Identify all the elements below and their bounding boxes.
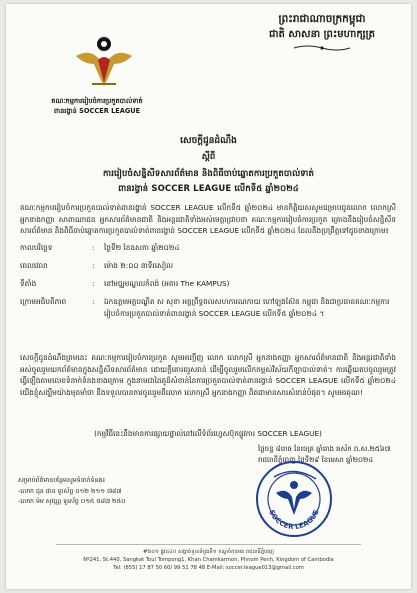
subject-text-1: ការរៀបចំសន្និសីទសារព័ត៌មាន និងពិធីចាប់ឆ្នោតការប្រកួតបាល់ទាត់ [103, 169, 314, 179]
intro-paragraph: គណៈកម្មការរៀបចំការប្រកួតបាល់ទាត់ពានរង្វាន់ SOCCER LEAGUE លើកទី៥ ឆ្នាំ២០២៤ មានកិត្តិយសសូមជម្រាបជូនលោក លោកស្រី អ្នកនាងកញ្ញា សាពាណាជន អ្នកសារព័ត៌មានជាតិ និងអន្តរជាតិទាំងអស់មេត្តាជ្រាបថា គណៈកម្មការរៀបចំការប្រកួត គ្រោងនឹងរៀបចំសន្និសីទសារព័ត៌មាន និងពិធីចាប់ឆ្នោតការប្រកួតបាល់ទាត់ពានរង្វាន់ SOCCER LEAGUE លើកទី៥ ឆ្នាំ២០២៤ ដែលនឹងប្រព្រឹត្តទៅដូចខាងក្រោម៖ [20, 203, 396, 236]
footer-contact: Tel: (855) 17 87 50 60/ 99 51 78 48 E-Mail: soccer.league013@gmail.com [113, 565, 304, 571]
org-line2: ពានរង្វាន់ SOCCER LEAGUE [53, 107, 141, 115]
detail-key: ក្រោមអធិបតីភាព [20, 297, 67, 306]
detail-value: ម៉ោង ២:០០ នាទីរសៀល [104, 261, 174, 270]
lunar-date: ថ្ងៃចន្ទ ៨រោច ខែចេត្រ ឆ្នាំរោង ឆស័ក ព.ស.២៥៦៧ [258, 445, 391, 453]
detail-row-time: ពេលវេលា : ម៉ោង ២:០០ នាទីរសៀល [20, 260, 398, 278]
contact-item: -លោក ជុន ផាន ទូរស័ព្ទ ០១២ ២១១ ៧៨៧ [18, 487, 122, 495]
event-details [20, 242, 398, 340]
org-line1: គណៈកម្មការរៀបចំការប្រកួតបាល់ទាត់ [51, 97, 143, 105]
notice-title: សេចក្តីជូនដំណឹង [180, 136, 237, 146]
notice-subject-label: ស្តីពី [201, 152, 216, 162]
footer-divider [56, 544, 361, 545]
detail-row-date: កាលបរិច្ឆេទ : ថ្ងៃទី២ ខែឧសភា ឆ្នាំ២០២៤ [20, 242, 398, 260]
footer-address-kh: #២៤១ ផ្លូវ៤៤០ សង្កាត់ទួលទំពូងទី១ ខណ្ឌចំការមន រាជធានីភ្នំពេញ [142, 549, 274, 555]
detail-value: នៅមជ្ឈមណ្ឌលកំពង់ (អគារ The KAMPUS) [104, 279, 230, 288]
footer [6, 548, 411, 572]
contact-block [18, 476, 138, 508]
official-seal-icon [254, 459, 334, 539]
subject-text-2: ពានរង្វាន់ SOCCER LEAGUE លើកទី៥ ឆ្នាំ២០២៤ [118, 184, 299, 194]
organization-name [22, 96, 172, 116]
notice-subject-line1 [6, 169, 411, 181]
detail-value: ឯកឧត្តមអគ្គបណ្ឌិត ស សុខា អគ្គព្រឹទ្ធពលសហការណកាយ ហៅឡុងស៊ែន កម្ពុជា និងជាប្រធានគណៈកម្មការរៀបចំការប្រកួតបាល់ទាត់ពានរង្វាន់ SOCCER LEAGUE លើកទី៥ ឆ្នាំ២០២៤ ។ [104, 297, 390, 318]
detail-key: កាលបរិច្ឆេទ [20, 243, 53, 252]
detail-row-location: ទីតាំង : នៅមជ្ឈមណ្ឌលកំពង់ (អគារ The KAMPUS) [20, 278, 398, 296]
body-paragraph: សេចក្តីជូនដំណឹងព្រមនេះ គណៈកម្មការរៀបចំការប្រកួត សូមអញ្ជើញ លោក លោកស្រី អ្នកនាងកញ្ញា អ្នកសារព័ត៌មានជាតិ និងអន្តរជាតិទាំងអស់ចូលរួមយកព័ត៌មានក្នុងសន្និសីទសារព័ត៌មាន ដោយក្តីគោរពរួសរាន់ ដើម្បីចូលរួមលើកកម្ពស់វិស័យកីឡាបាល់ទាត់។ ការឆ្លើយតបចូលរួមត្រូវធ្វើឡើងតាមលេខទំនាក់ទំនងខាងក្រោម ក្នុងនាមជាដៃគូដ៏សំខាន់នៃការប្រកួតបាល់ទាត់ពានរង្វាន់ SOCCER LEAGUE លើកទី៥ ឆ្នាំ២០២៤ យើងខ្ញុំសង្ឃឹមយ៉ាងមុតមាំថា នឹងទទួលបានការចូលរួមពីលោក លោកស្រី អ្នកនាងកញ្ញា ពិតជាមានសារសំខាន់បំផុត។ សូមអរគុណ! [20, 353, 396, 397]
kingdom-line2: ជាតិ សាសនា ព្រះមហាក្សត្រ [269, 29, 375, 40]
contact-item: -លោក ម៉ម សុវណ្ណ ទូរស័ព្ទ ០១៥ ៥៨៧ ២៥០ [18, 498, 126, 505]
detail-key: ទីតាំង [20, 279, 37, 288]
contact-heading: សម្រាប់ព័ត៌មានបន្ថែមសូមទំនាក់ទំនង៖ [18, 477, 106, 484]
notice-subject-line2 [6, 184, 411, 196]
seal-text: SOCCER LEAGUE [267, 508, 321, 532]
city-date: រាជធានីភ្នំពេញ ថ្ងៃទី២៩ ខែមេសា ឆ្នាំ២០២៤ [258, 456, 374, 464]
kingdom-heading [269, 12, 375, 52]
closing-note: (កម្មវិធីនេះនឹងមានការផ្សាយផ្ទាល់នៅលើទំព័រហ្វេសប៊ុកផ្លូវការ SOCCER LEAGUE) [94, 429, 322, 438]
detail-value: ថ្ងៃទី២ ខែឧសភា ឆ្នាំ២០២៤ [104, 243, 180, 252]
footer-address-en: Nº241, St.440, Sangkat Toul Tompong1, Khan Chamkarmon, Phnom Penh, Kingdom of Cambodia [83, 557, 334, 563]
flourish-ornament-icon [292, 44, 352, 52]
detail-row-presidency: ក្រោមអធិបតីភាព : ឯកឧត្តមអគ្គបណ្ឌិត ស សុខា អគ្គព្រឹទ្ធពលសហការណកាយ ហៅឡុងស៊ែន កម្ពុជា និងជាប្រធានគណៈកម្មការរៀបចំការប្រកួតបាល់ទាត់ពានរង្វាន់ SOCCER LEAGUE លើកទី៥ ឆ្នាំ២០២៤ ។ [20, 296, 398, 340]
kingdom-line1: ព្រះរាជាណាចក្រកម្ពុជា [278, 13, 366, 25]
detail-key: ពេលវេលា [20, 261, 48, 270]
letter-page [6, 4, 411, 589]
organization-logo-icon [72, 34, 136, 92]
